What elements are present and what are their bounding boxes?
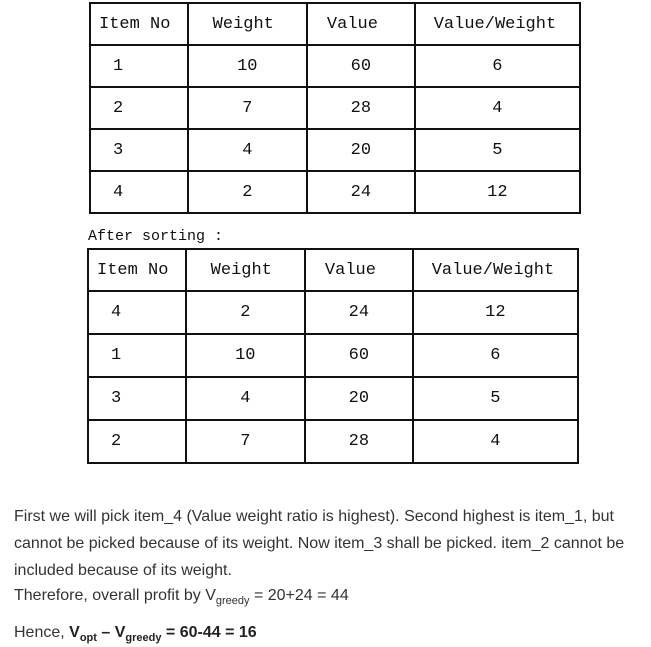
cell-item-no: 1 — [88, 334, 186, 377]
header-weight: Weight — [186, 249, 305, 291]
cell-ratio: 4 — [413, 420, 578, 463]
cell-weight: 4 — [186, 377, 305, 420]
cell-ratio: 6 — [413, 334, 578, 377]
profit-prefix: Therefore, overall profit by V — [14, 587, 216, 604]
cell-item-no: 3 — [90, 129, 188, 171]
conclusion-line — [14, 622, 644, 644]
v-greedy-subscript: greedy — [125, 632, 162, 644]
profit-line — [14, 585, 644, 607]
v-opt-symbol: V — [69, 624, 80, 641]
cell-weight: 7 — [188, 87, 307, 129]
after-sorting-caption: After sorting : — [88, 228, 224, 245]
header-value-weight: Value/Weight — [415, 3, 580, 45]
items-table-before-sorting — [89, 2, 581, 214]
conclusion-prefix: Hence, — [14, 624, 70, 641]
cell-item-no: 2 — [90, 87, 188, 129]
cell-weight: 4 — [188, 129, 307, 171]
cell-value: 60 — [305, 334, 413, 377]
cell-value: 20 — [305, 377, 413, 420]
header-item-no: Item No — [88, 249, 186, 291]
explanation-paragraph: First we will pick item_4 (Value weight ratio is highest). Second highest is item_1, but cannot be picked because of its weight. Now item_3 shall be picked. item_2 cannot be included because of its weight. — [14, 508, 625, 579]
table-row — [88, 377, 578, 420]
cell-item-no: 4 — [90, 171, 188, 213]
v-opt-subscript: opt — [79, 632, 97, 644]
cell-weight: 7 — [186, 420, 305, 463]
profit-subscript: greedy — [215, 595, 250, 607]
cell-value: 20 — [307, 129, 415, 171]
cell-weight: 10 — [186, 334, 305, 377]
table-row — [90, 45, 580, 87]
cell-ratio: 12 — [415, 171, 580, 213]
cell-value: 24 — [307, 171, 415, 213]
table-header-row — [88, 249, 578, 291]
cell-ratio: 5 — [413, 377, 578, 420]
cell-value: 60 — [307, 45, 415, 87]
cell-ratio: 6 — [415, 45, 580, 87]
table-row — [88, 334, 578, 377]
cell-ratio: 5 — [415, 129, 580, 171]
cell-ratio: 12 — [413, 291, 578, 334]
table-header-row — [90, 3, 580, 45]
cell-value: 28 — [305, 420, 413, 463]
table-row — [90, 171, 580, 213]
minus-sign: – — [96, 624, 115, 641]
table-row — [90, 129, 580, 171]
items-table-after-sorting — [87, 248, 579, 464]
header-value: Value — [307, 3, 415, 45]
v-greedy-symbol: V — [114, 624, 126, 641]
conclusion-result: = 60-44 = 16 — [161, 624, 257, 641]
cell-item-no: 1 — [90, 45, 188, 87]
cell-item-no: 3 — [88, 377, 186, 420]
header-weight: Weight — [188, 3, 307, 45]
profit-suffix: = 20+24 = 44 — [249, 587, 349, 604]
header-item-no: Item No — [90, 3, 188, 45]
conclusion-formula — [69, 624, 257, 644]
table-row — [88, 420, 578, 463]
cell-weight: 2 — [186, 291, 305, 334]
cell-weight: 10 — [188, 45, 307, 87]
cell-value: 24 — [305, 291, 413, 334]
table-row — [90, 87, 580, 129]
header-value-weight: Value/Weight — [413, 249, 578, 291]
header-value: Value — [305, 249, 413, 291]
cell-weight: 2 — [188, 171, 307, 213]
cell-value: 28 — [307, 87, 415, 129]
cell-item-no: 4 — [88, 291, 186, 334]
cell-item-no: 2 — [88, 420, 186, 463]
table-row — [88, 291, 578, 334]
cell-ratio: 4 — [415, 87, 580, 129]
